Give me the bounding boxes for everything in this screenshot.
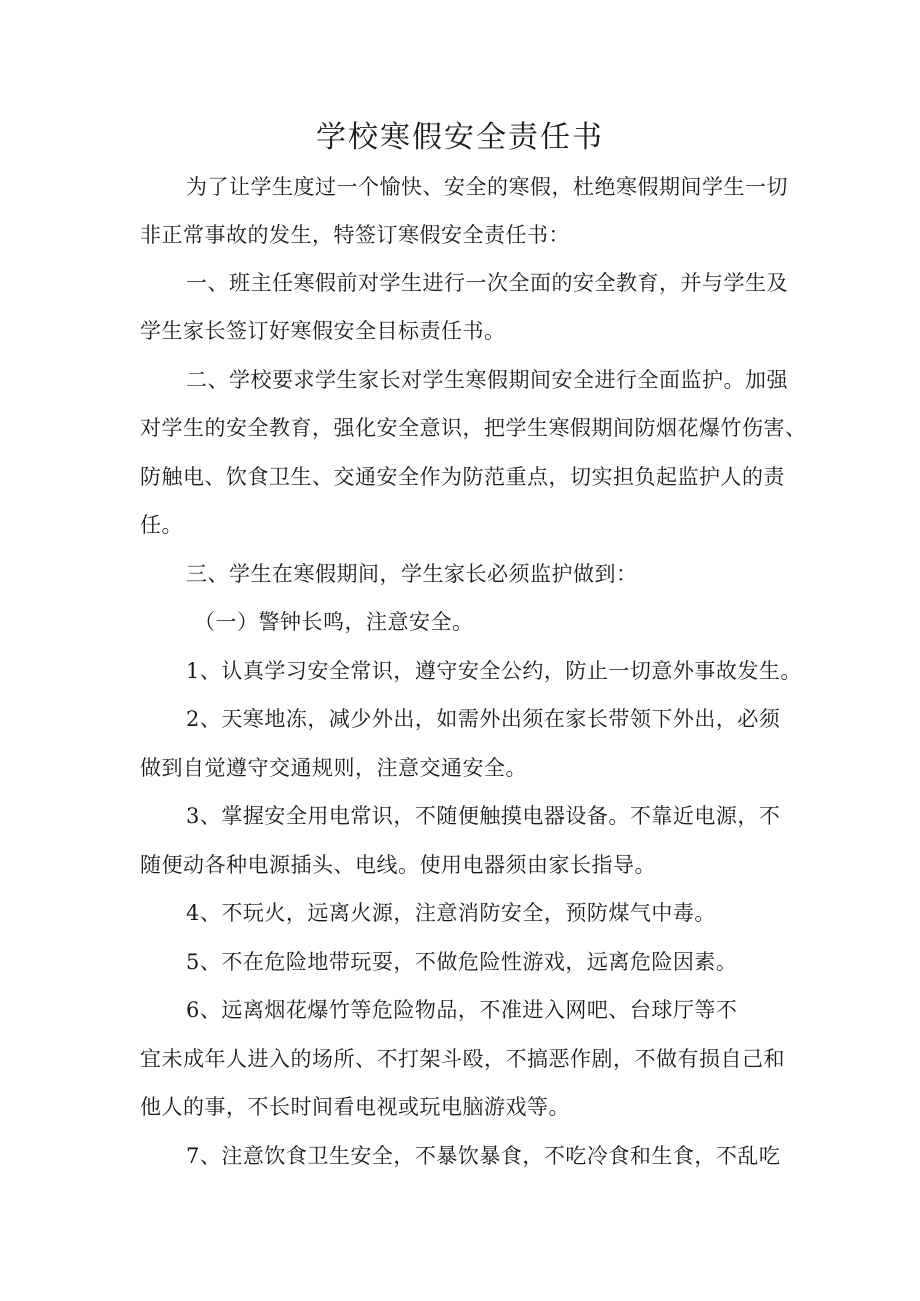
paragraph-line: 3、掌握安全用电常识，不随便触摸电器设备。不靠近电源，不 <box>186 804 781 828</box>
paragraph-line: （一）警钟长鸣，注意安全。 <box>194 610 474 634</box>
paragraph-line: 随便动各种电源插头、电线。使用电器须由家长指导。 <box>140 853 656 877</box>
paragraph-line: 2、天寒地冻，减少外出，如需外出须在家长带领下外出，必须 <box>186 707 781 731</box>
paragraph-line: 一、班主任寒假前对学生进行一次全面的安全教育，并与学生及 <box>186 271 788 295</box>
paragraph-line: 1、认真学习安全常识，遵守安全公约，防止一切意外事故发生。 <box>186 659 802 683</box>
paragraph-line: 任。 <box>140 513 183 537</box>
paragraph-line: 学生家长签订好寒假安全目标责任书。 <box>140 319 506 343</box>
paragraph-line: 二、学校要求学生家长对学生寒假期间安全进行全面监护。加强 <box>186 368 788 392</box>
paragraph-line: 防触电、饮食卫生、交通安全作为防范重点，切实担负起监护人的责 <box>140 465 785 489</box>
paragraph-line: 6、远离烟花爆竹等危险物品，不准进入网吧、台球厅等不 <box>186 998 738 1022</box>
paragraph-line: 5、不在危险地带玩耍，不做危险性游戏，远离危险因素。 <box>186 950 738 974</box>
paragraph-line: 做到自觉遵守交通规则，注意交通安全。 <box>140 756 527 780</box>
paragraph-line: 三、学生在寒假期间，学生家长必须监护做到： <box>186 562 638 586</box>
paragraph-line: 他人的事，不长时间看电视或玩电脑游戏等。 <box>140 1095 570 1119</box>
paragraph-line: 非正常事故的发生，特签订寒假安全责任书： <box>140 223 570 247</box>
paragraph-line: 为了让学生度过一个愉快、安全的寒假，杜绝寒假期间学生一切 <box>186 175 788 199</box>
paragraph-line: 宜未成年人进入的场所、不打架斗殴，不搞恶作剧，不做有损自己和 <box>140 1047 785 1071</box>
paragraph-line: 对学生的安全教育，强化安全意识，把学生寒假期间防烟花爆竹伤害、 <box>140 416 807 440</box>
paragraph-line: 4、不玩火，远离火源，注意消防安全，预防煤气中毒。 <box>186 901 716 925</box>
document-title: 学校寒假安全责任书 <box>316 120 604 155</box>
paragraph-line: 7、注意饮食卫生安全，不暴饮暴食，不吃冷食和生食，不乱吃 <box>186 1144 781 1168</box>
